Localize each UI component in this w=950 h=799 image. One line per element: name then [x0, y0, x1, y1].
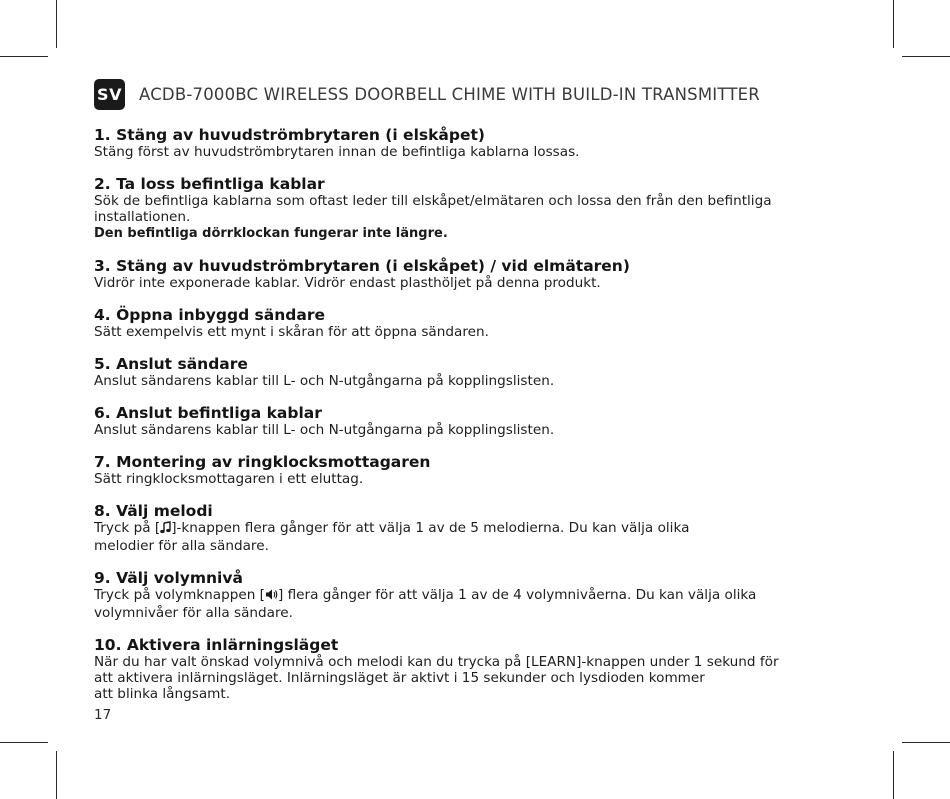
- section-6: [94, 404, 842, 438]
- section-7: [94, 453, 842, 487]
- body-line: att aktivera inlärningsläget. Inlärningsläget är aktivt i 15 sekunder och lysdioden kommer: [94, 670, 705, 686]
- warning-note: Den befintliga dörrklockan fungerar inte längre.: [94, 226, 448, 241]
- section-1: [94, 126, 842, 160]
- page-header: [94, 78, 760, 110]
- section-title: 7. Montering av ringklocksmottagaren: [94, 453, 431, 471]
- section-body: [94, 520, 842, 554]
- body-text: ]-knappen flera gånger för att välja 1 av de 5 melodierna. Du kan välja olika: [171, 520, 690, 536]
- section-body: [94, 422, 842, 438]
- body-text: Tryck på [: [94, 520, 161, 536]
- section-title: 3. Stäng av huvudströmbrytaren (i elskåpet) / vid elmätaren): [94, 257, 630, 275]
- body-line: Stäng först av huvudströmbrytaren innan de befintliga kablarna lossas.: [94, 144, 580, 160]
- section-body: [94, 275, 842, 291]
- body-line: [94, 587, 842, 605]
- crop-mark-top-left-horizontal: [0, 56, 48, 57]
- body-line: [94, 520, 842, 538]
- section-body: [94, 324, 842, 340]
- crop-mark-bottom-left-horizontal: [0, 742, 48, 743]
- document-title: ACDB-7000BC WIRELESS DOORBELL CHIME WITH BUILD-IN TRANSMITTER: [139, 84, 760, 104]
- section-title: 4. Öppna inbyggd sändare: [94, 306, 325, 324]
- body-line: melodier för alla sändare.: [94, 538, 269, 554]
- section-4: [94, 306, 842, 340]
- section-body: [94, 193, 842, 242]
- crop-mark-top-right-horizontal: [902, 56, 950, 57]
- section-title: 2. Ta loss befintliga kablar: [94, 175, 325, 193]
- section-9: [94, 569, 842, 621]
- section-body: [94, 587, 842, 621]
- music-note-icon: [160, 521, 171, 538]
- section-8: [94, 502, 842, 554]
- crop-mark-bottom-right-horizontal: [902, 742, 950, 743]
- section-title: 6. Anslut befintliga kablar: [94, 404, 322, 422]
- body-line: installationen.: [94, 209, 191, 225]
- section-body: [94, 144, 842, 160]
- body-text: ] flera gånger för att välja 1 av de 4 volymnivåerna. Du kan välja olika: [278, 587, 757, 603]
- crop-mark-top-right-vertical: [893, 0, 894, 48]
- section-body: [94, 654, 842, 702]
- section-2: [94, 175, 842, 242]
- section-title: 5. Anslut sändare: [94, 355, 248, 373]
- section-5: [94, 355, 842, 389]
- body-line: Anslut sändarens kablar till L- och N-utgångarna på kopplingslisten.: [94, 422, 555, 438]
- section-10: [94, 636, 842, 702]
- page-number: 17: [94, 707, 112, 723]
- body-line: Sätt ringklocksmottagaren i ett eluttag.: [94, 471, 364, 487]
- section-title: 10. Aktivera inlärningsläget: [94, 636, 339, 654]
- speaker-volume-icon: [265, 588, 278, 605]
- section-body: [94, 373, 842, 389]
- crop-mark-bottom-left-vertical: [56, 751, 57, 799]
- section-3: [94, 257, 842, 291]
- body-line: Vidrör inte exponerade kablar. Vidrör endast plasthöljet på denna produkt.: [94, 275, 601, 291]
- crop-mark-bottom-right-vertical: [893, 751, 894, 799]
- body-line: volymnivåer för alla sändare.: [94, 605, 293, 621]
- body-line: att blinka långsamt.: [94, 686, 231, 702]
- manual-content: [94, 126, 842, 717]
- section-body: [94, 471, 842, 487]
- section-title: 9. Välj volymnivå: [94, 569, 243, 587]
- language-badge: SV: [94, 79, 125, 110]
- body-line: Sätt exempelvis ett mynt i skåran för att öppna sändaren.: [94, 324, 489, 340]
- body-line: Anslut sändarens kablar till L- och N-utgångarna på kopplingslisten.: [94, 373, 555, 389]
- section-title: 8. Välj melodi: [94, 502, 213, 520]
- body-text: Tryck på volymknappen [: [94, 587, 265, 603]
- crop-mark-top-left-vertical: [56, 0, 57, 48]
- section-title: 1. Stäng av huvudströmbrytaren (i elskåpet): [94, 126, 485, 144]
- body-line: Sök de befintliga kablarna som oftast leder till elskåpet/elmätaren och lossa den från den befintliga: [94, 193, 772, 209]
- body-line: När du har valt önskad volymnivå och melodi kan du trycka på [LEARN]-knappen under 1 sekund för: [94, 654, 779, 670]
